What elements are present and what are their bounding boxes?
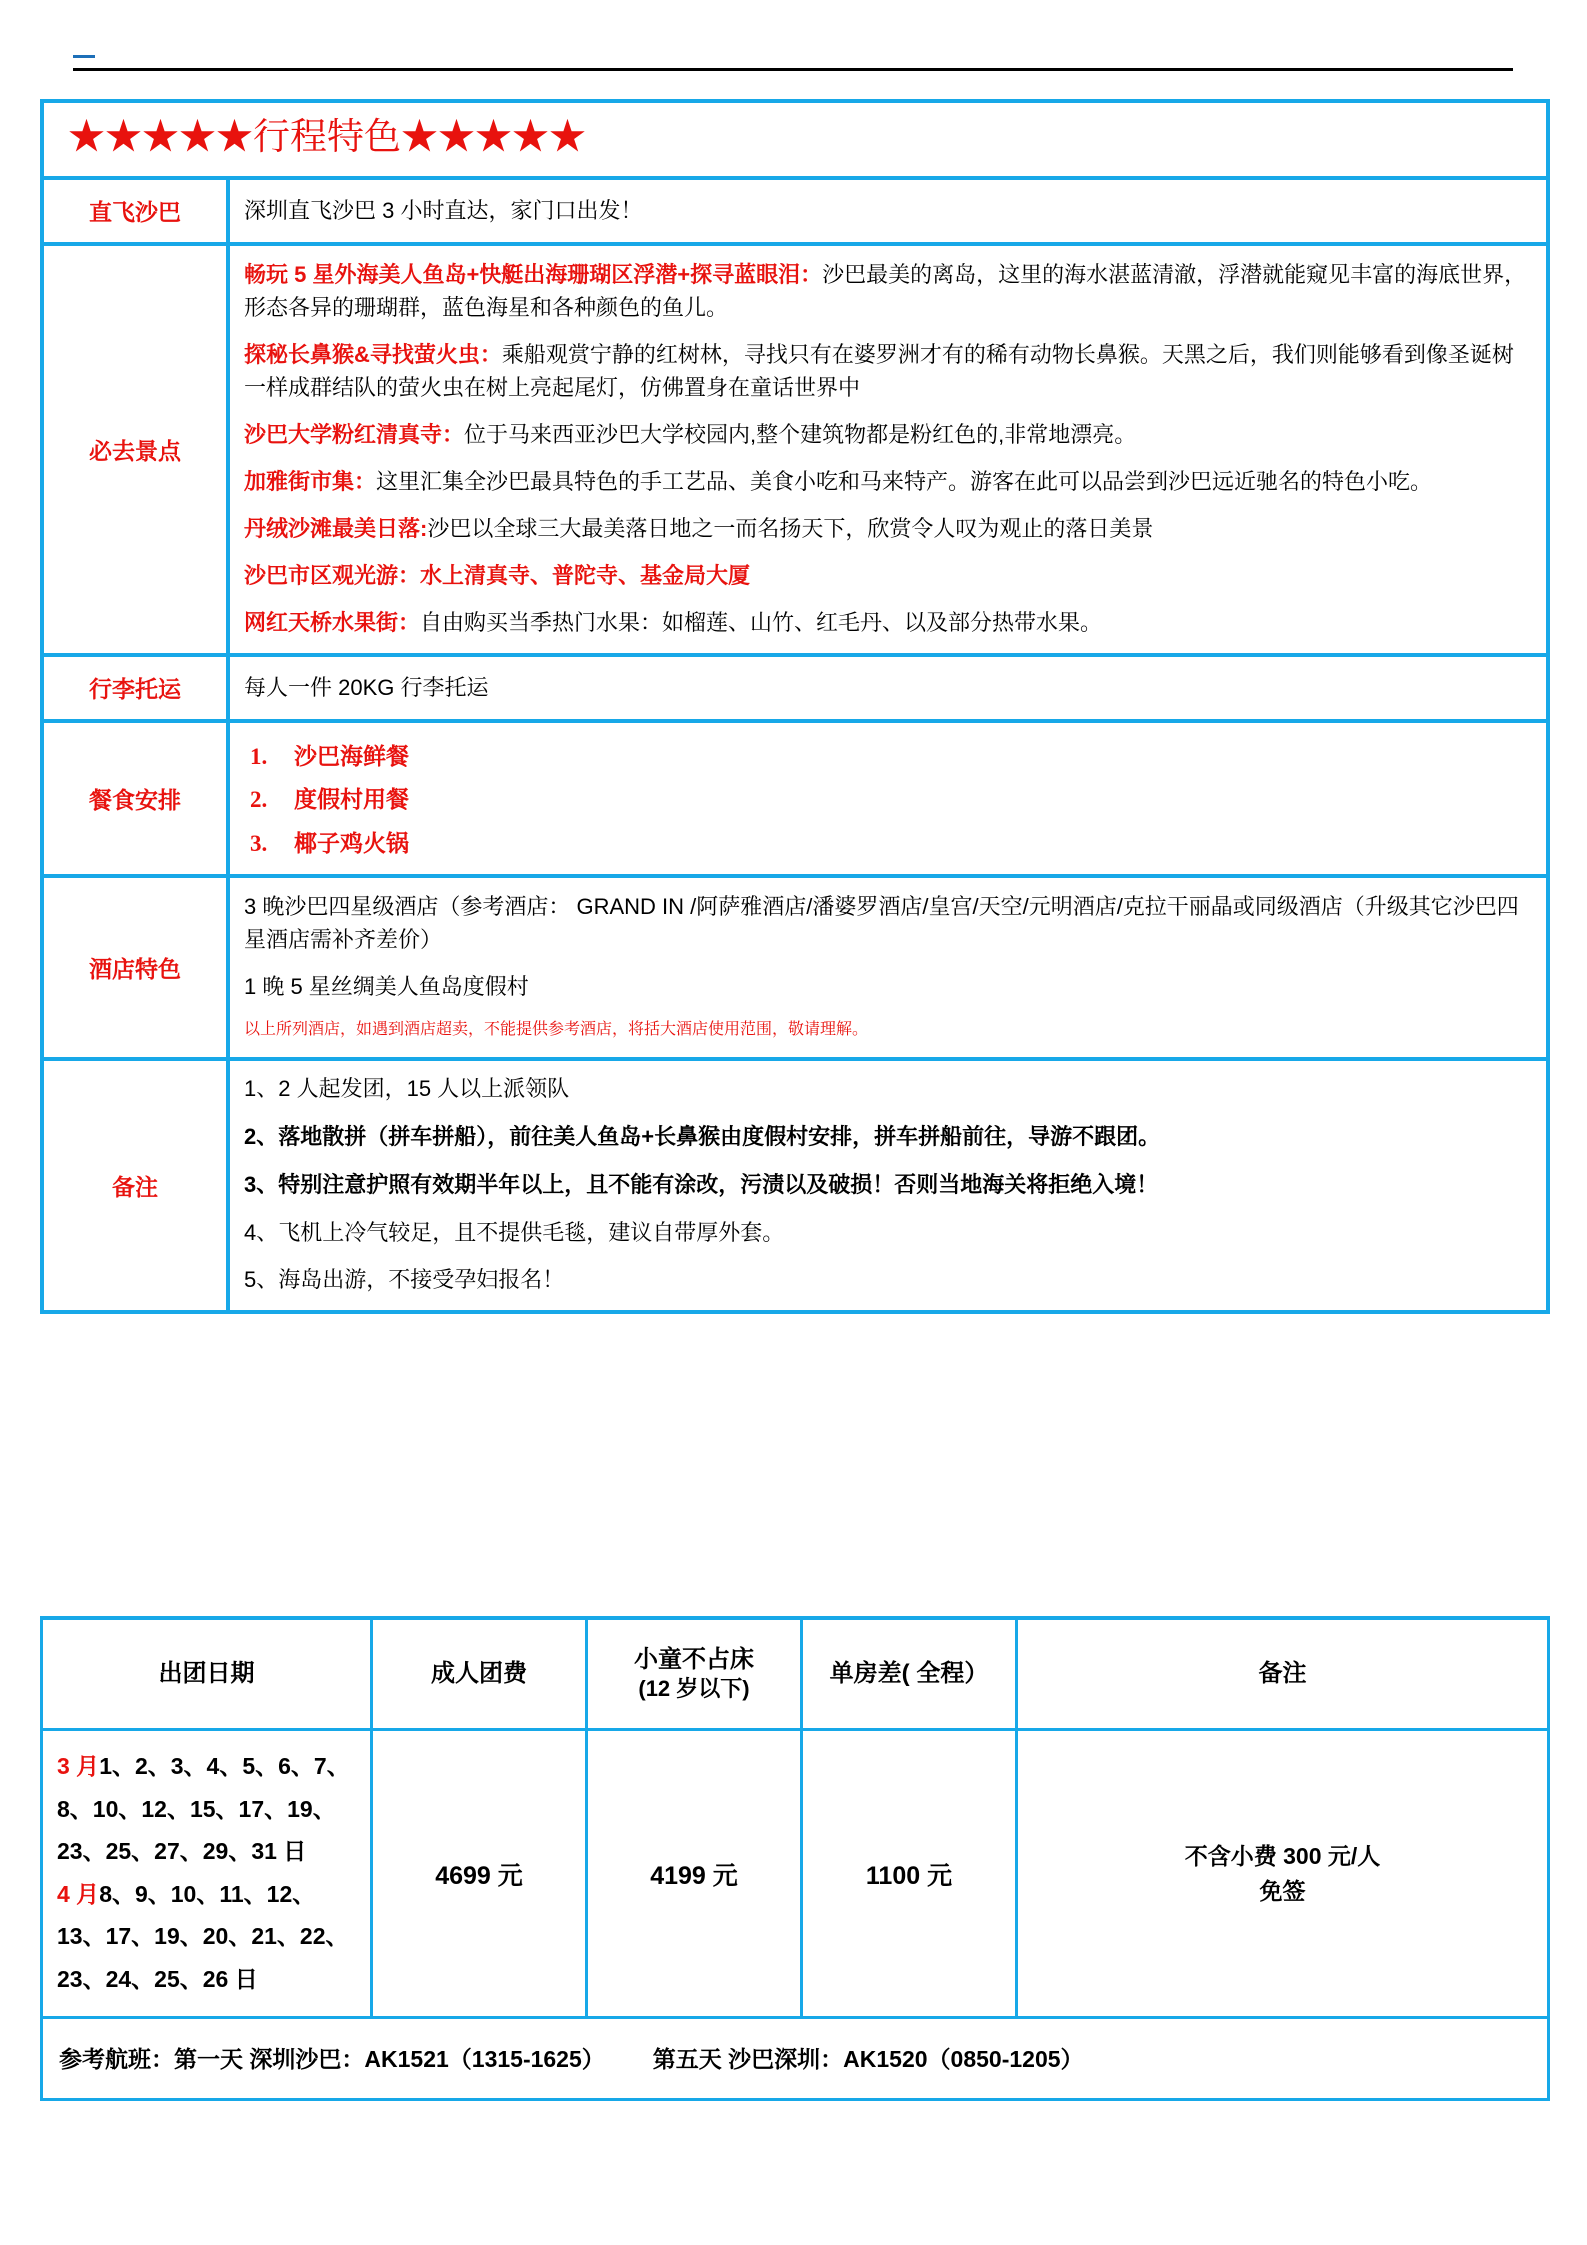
- reference-flight-cell: [42, 2018, 1549, 2100]
- meal-label: 沙巴海鲜餐: [294, 743, 409, 769]
- attraction-desc: 自由购买当季热门水果：如榴莲、山竹、红毛丹、以及部分热带水果。: [420, 609, 1103, 635]
- row-content-attractions: [228, 244, 1548, 655]
- feature-row-direct-flight: [42, 178, 1548, 244]
- page-title: ★★★★★行程特色★★★★★: [68, 117, 586, 158]
- march-days: 1、2、3、4、5、6、7、8、10、12、15、17、19、23、25、27、29、31 日: [57, 1753, 350, 1865]
- remark-tip-line: 不含小费 300 元/人: [1184, 1843, 1381, 1870]
- meal-number: 3.: [250, 830, 268, 856]
- note-item: 1、2 人起发团，15 人以上派领队: [244, 1075, 570, 1101]
- single-room-price-value: 1100 元: [802, 1730, 1017, 2018]
- attraction-desc: 沙巴以全球三大最美落日地之一而名扬天下，欣赏令人叹为观止的落日美景: [427, 515, 1154, 541]
- attraction-title: 沙巴大学粉红清真寺：: [244, 421, 465, 447]
- meal-number: 1.: [250, 743, 268, 769]
- col-header-remark: 备注: [1017, 1618, 1549, 1730]
- note-item: 5、海岛出游，不接受孕妇报名！: [244, 1267, 565, 1293]
- adult-price-value: 4699 元: [372, 1730, 587, 2018]
- meal-list: [244, 743, 1530, 858]
- row-label-attractions: 必去景点: [42, 244, 228, 655]
- note-item: 4、飞机上冷气较足，且不提供毛毯，建议自带厚外套。: [244, 1219, 785, 1245]
- attraction-item: [244, 418, 1530, 451]
- col-header-adult-price: 成人团费: [372, 1618, 587, 1730]
- price-table-row: [42, 1730, 1549, 2018]
- remark-visa-line: 免签: [1259, 1877, 1306, 1904]
- row-content-notes: [228, 1059, 1548, 1312]
- attraction-title: 加雅街市集：: [244, 468, 377, 494]
- row-label-notes: 备注: [42, 1059, 228, 1312]
- attraction-item: [244, 606, 1530, 639]
- month-label-march: 3 月: [57, 1753, 100, 1779]
- row-label-meals: 餐食安排: [42, 721, 228, 876]
- row-label-baggage: 行李托运: [42, 655, 228, 721]
- attraction-title: 网红天桥水果街：: [244, 609, 421, 635]
- meal-number: 2.: [250, 787, 268, 813]
- flight-info-row: [42, 2018, 1549, 2100]
- price-table-header-row: [42, 1618, 1549, 1730]
- attraction-item: [244, 512, 1530, 545]
- row-label-direct-flight: 直飞沙巴: [42, 178, 228, 244]
- meal-item: [250, 830, 1530, 858]
- row-content-baggage: 每人一件 20KG 行李托运: [228, 655, 1548, 721]
- flight-return: 第五天 沙巴深圳：AK1520（0850-1205）: [652, 2046, 1084, 2073]
- feature-row-baggage: [42, 655, 1548, 721]
- attraction-desc: 乘船观赏宁静的红树林，寻找只有在婆罗洲才有的稀有动物长鼻猴。天黑之后，我们则能够看到像圣诞树一样成群结队的萤火虫在树上亮起尾灯，仿佛置身在童话世界中: [244, 341, 1514, 400]
- feature-title-row: [42, 101, 1548, 178]
- itinerary-feature-table: [40, 99, 1550, 1314]
- remark-value: [1017, 1730, 1549, 2018]
- april-days: 8、9、10、11、12、13、17、19、20、21、22、23、24、25、26 日: [57, 1880, 349, 1992]
- child-header-sub: (12 岁以下): [638, 1676, 750, 1702]
- col-header-child-no-bed: [587, 1618, 802, 1730]
- attraction-title: 探秘长鼻猴&寻找萤火虫：: [244, 341, 502, 367]
- attraction-title: 沙巴市区观光游：水上清真寺、普陀寺、基金局大厦: [244, 562, 751, 588]
- meal-item: [250, 786, 1530, 814]
- feature-title-cell: [42, 101, 1548, 178]
- hotel-line: 1 晚 5 星丝绸美人鱼岛度假村: [244, 973, 529, 999]
- hotel-disclaimer: 以上所列酒店，如遇到酒店超卖，不能提供参考酒店，将括大酒店使用范围，敬请理解。: [244, 1020, 869, 1038]
- header-rule: [73, 55, 1513, 79]
- attraction-desc: 位于马来西亚沙巴大学校园内,整个建筑物都是粉红色的,非常地漂亮。: [464, 421, 1137, 447]
- col-header-departure-date: 出团日期: [42, 1618, 372, 1730]
- feature-row-attractions: [42, 244, 1548, 655]
- notes-list: [244, 1073, 1530, 1296]
- feature-row-notes: [42, 1059, 1548, 1312]
- meal-label: 度假村用餐: [294, 787, 409, 813]
- child-price-value: 4199 元: [587, 1730, 802, 2018]
- child-header-main: 小童不占床: [634, 1646, 754, 1674]
- feature-row-meals: [42, 721, 1548, 876]
- attraction-title: 畅玩 5 星外海美人鱼岛+快艇出海珊瑚区浮潜+探寻蓝眼泪：: [244, 261, 823, 287]
- attraction-item: [244, 465, 1530, 498]
- hotel-line: 3 晚沙巴四星级酒店（参考酒店： GRAND IN /阿萨雅酒店/潘婆罗酒店/皇宫/天空/元明酒店/克拉干丽晶或同级酒店（升级其它沙巴四星酒店需补齐差价）: [244, 893, 1519, 952]
- attraction-item: [244, 559, 1530, 592]
- meal-item: [250, 743, 1530, 771]
- horizontal-rule-divider: [73, 68, 1513, 71]
- attraction-item: [244, 258, 1530, 324]
- attraction-item: [244, 338, 1530, 404]
- attraction-desc: 这里汇集全沙巴最具特色的手工艺品、美食小吃和马来特产。游客在此可以品尝到沙巴远近驰名的特色小吃。: [376, 468, 1433, 494]
- flight-outbound: 参考航班：第一天 深圳沙巴：AK1521（1315-1625）: [59, 2046, 605, 2073]
- col-header-single-room: 单房差( 全程）: [802, 1618, 1017, 1730]
- note-item: 2、落地散拼（拼车拼船），前往美人鱼岛+长鼻猴由度假村安排，拼车拼船前往，导游不跟团。: [244, 1123, 1161, 1149]
- departure-dates-cell: [42, 1730, 372, 2018]
- row-label-hotel: 酒店特色: [42, 876, 228, 1059]
- row-content-hotel: [228, 876, 1548, 1059]
- departure-price-table: [40, 1616, 1550, 2101]
- meal-label: 椰子鸡火锅: [294, 830, 409, 856]
- attraction-desc: 沙巴最美的离岛，这里的海水湛蓝清澈，浮潜就能窥见丰富的海底世界，形态各异的珊瑚群，蓝色海星和各种颜色的鱼儿。: [244, 261, 1527, 320]
- row-content-direct-flight: 深圳直飞沙巴 3 小时直达，家门口出发！: [228, 178, 1548, 244]
- blue-tick-icon: [73, 55, 95, 58]
- feature-row-hotel: [42, 876, 1548, 1059]
- note-item: 3、特别注意护照有效期半年以上，且不能有涂改，污渍以及破损！否则当地海关将拒绝入境！: [244, 1171, 1159, 1197]
- month-label-april: 4 月: [57, 1880, 100, 1907]
- row-content-meals: [228, 721, 1548, 876]
- attraction-title: 丹绒沙滩最美日落:: [244, 515, 428, 541]
